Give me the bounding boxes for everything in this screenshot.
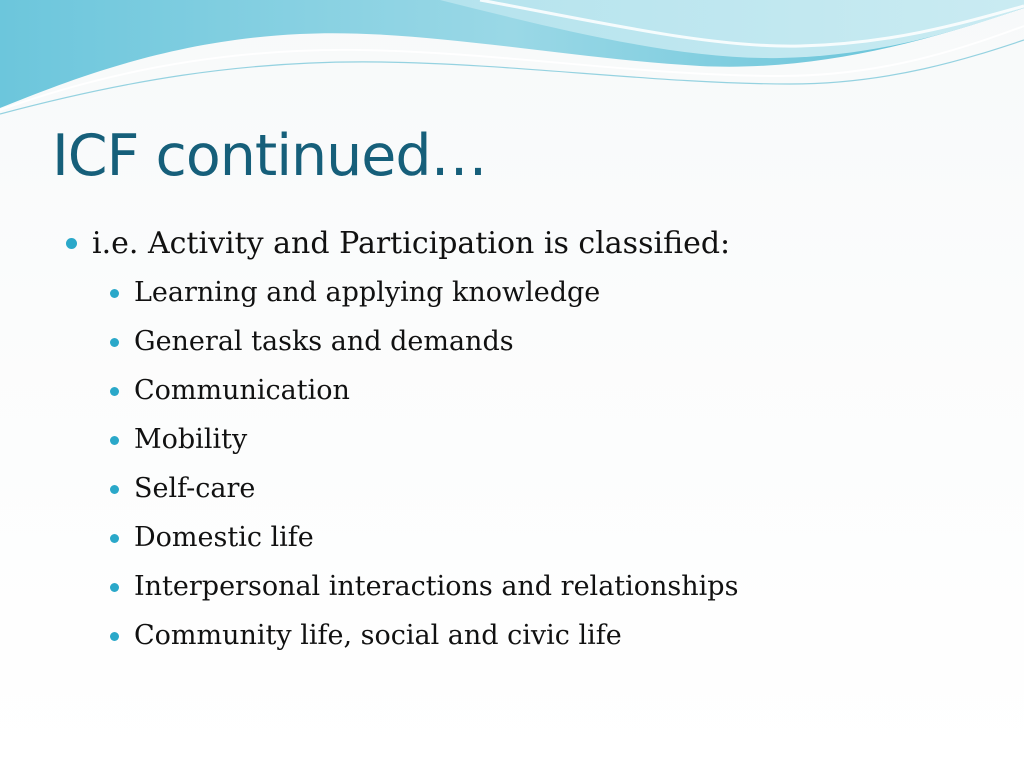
list-item [108,464,1004,513]
main-bullet-text: i.e. Activity and Participation is classified: [92,226,731,261]
bullet-dot-icon [110,485,119,494]
bullet-content [64,222,1004,660]
list-item [108,611,1004,660]
slide-title: ICF continued… [52,123,487,189]
list-item-text: Interpersonal interactions and relationships [134,571,739,602]
bullet-dot-icon [110,289,119,298]
list-item-text: Domestic life [134,522,314,553]
list-item-text: General tasks and demands [134,326,514,357]
list-item-text: Learning and applying knowledge [134,277,601,308]
list-item-text: Self-care [134,473,256,504]
decorative-wave-banner [0,0,1024,130]
sub-bullet-list [64,268,1004,660]
bullet-dot-icon [110,534,119,543]
main-bullet-point [64,222,1004,268]
bullet-dot-icon [66,238,77,249]
list-item [108,317,1004,366]
list-item-text: Communication [134,375,350,406]
bullet-dot-icon [110,436,119,445]
list-item [108,513,1004,562]
bullet-dot-icon [110,632,119,641]
list-item-text: Community life, social and civic life [134,620,622,651]
list-item-text: Mobility [134,424,248,455]
list-item [108,562,1004,611]
list-item [108,366,1004,415]
bullet-dot-icon [110,583,119,592]
list-item [108,268,1004,317]
bullet-dot-icon [110,338,119,347]
bullet-dot-icon [110,387,119,396]
list-item [108,415,1004,464]
